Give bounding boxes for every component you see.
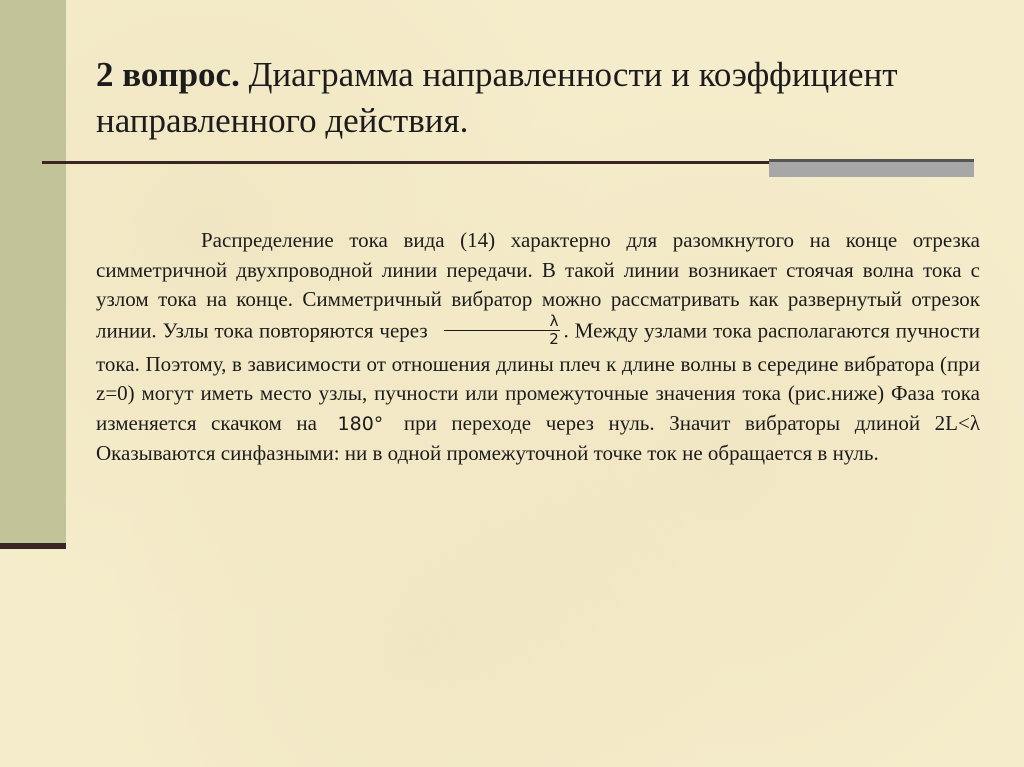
left-sidebar-band: [0, 0, 66, 548]
body-text-part-1: Распределение тока вида (14) характерно для разомкнутого на конце отрезка симметричной двухпроводной линии передачи. В такой линии возникает стоячая волна тока с узлом тока на конце. Симметричный вибратор можно рассматривать как развернутый отрезок линии. Узлы тока повторяются через: [96, 228, 980, 342]
phase-jump-value: 180°: [337, 412, 384, 435]
title-text: Диаграмма направленности и коэффициент направленного действия.: [96, 55, 898, 140]
sidebar-bottom-rule: [0, 543, 66, 549]
body-paragraph: [96, 226, 980, 469]
body-text-part-2: . Между узлами тока располагаются пучности тока. Поэтому, в зависимости от отношения длины плеч к длине волны в середине вибратора (при z=0) могут иметь место узлы, пучности или промежуточные значения тока (рис.ниже) Фаза тока изменяется скачком на: [96, 317, 980, 435]
body-text-part-3: при переходе через нуль. Значит вибраторы длиной 2L<λ Оказываются синфазными: ни в одной промежуточной точке ток не обращается в нуль.: [96, 410, 980, 465]
title-bold-prefix: 2 вопрос.: [96, 55, 240, 94]
accent-bar-top-edge: [769, 159, 974, 162]
fraction-denominator: 2: [549, 329, 559, 348]
slide-title: [96, 52, 976, 144]
fraction-numerator: λ: [444, 313, 560, 331]
lambda-half-fraction: [444, 313, 560, 348]
